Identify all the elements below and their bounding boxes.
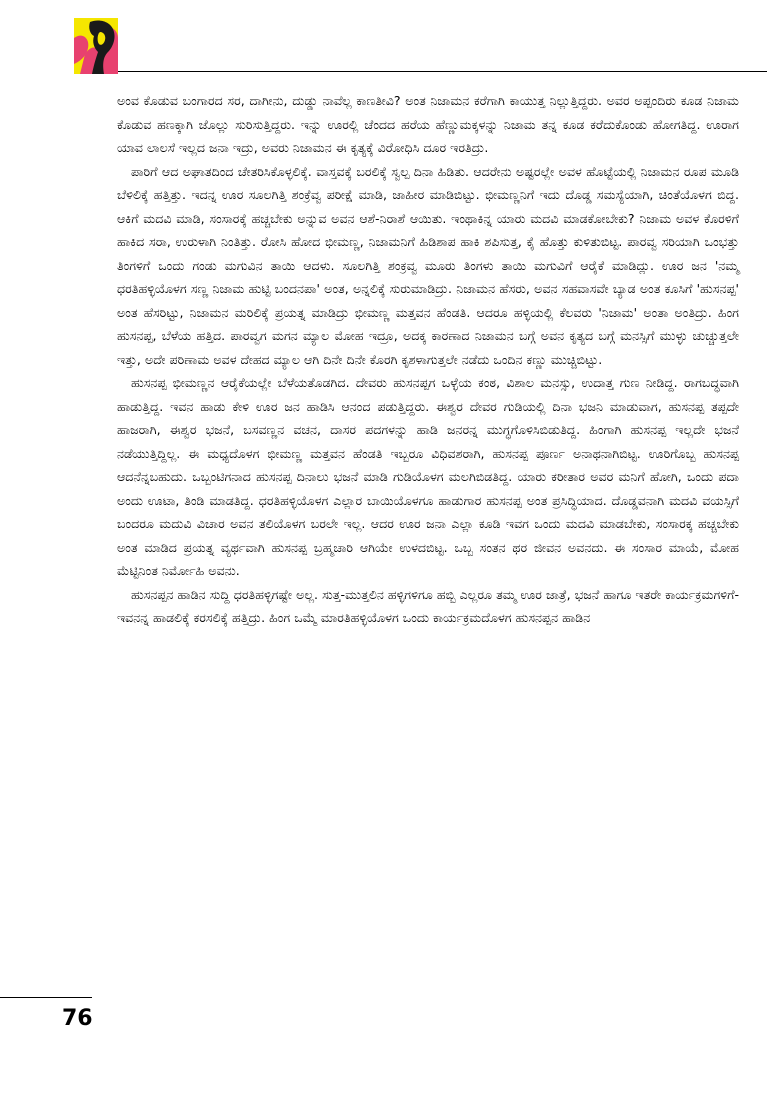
logo-graphic bbox=[74, 18, 118, 74]
paragraph-4: ಹುಸನಪ್ಪನ ಹಾಡಿನ ಸುದ್ದಿ ಧರತಿಹಳ್ಳಿಗಷ್ಟೇ ಅಲ್ಲ. ಸುತ್ತ-ಮುತ್ತಲಿನ ಹಳ್ಳಿಗಳಿಗೂ ಹಬ್ಬಿ ಎಲ್ಲರೂ ತಮ್ಮ ಊರ ಜಾತ್ರೆ, ಭಜನೆ ಹಾಗೂ ಇತರೇ ಕಾರ್ಯಕ್ರಮಗಳಿಗೆ- ಇವನನ್ನ ಹಾಡಲಿಕ್ಕೆ ಕರಸಲಿಕ್ಕೆ ಹತ್ತಿದ್ರು. ಹಿಂಗ ಒಮ್ಮೆ ಮಾರತಿಹಳ್ಳಿಯೊಳಗ ಒಂದು ಕಾರ್ಯಕ್ರಮದೊಳಗ ಹುಸನಪ್ಪನ ಹಾಡಿನ bbox=[117, 586, 739, 625]
paragraph-3: ಹುಸನಪ್ಪ ಭೀಮಣ್ಣನ ಆರೈಕೆಯಲ್ಲೇ ಬೆಳೆಯತೊಡಗಿದ. ದೇವರು ಹುಸನಪ್ಪಗ ಒಳ್ಳೆಯ ಕಂಠ, ವಿಶಾಲ ಮನಸ್ಸು, ಉದಾತ್ತ ಗುಣ ನೀಡಿದ್ದ. ರಾಗಬದ್ಧವಾಗಿ ಹಾಡುತ್ತಿದ್ದ. ಇವನ ಹಾಡು ಕೇಳಿ ಊರ ಜನ ಹಾಡಿಸಿ ಆನಂದ ಪಡುತ್ತಿದ್ದರು. ಈಶ್ವರ ದೇವರ ಗುಡಿಯಲ್ಲಿ ದಿನಾ ಭಜನಿ ಮಾಡುವಾಗ, ಹುಸನಪ್ಪ ತಪ್ಪದೇ ಹಾಜರಾಗಿ, ಈಶ್ವರ ಭಜನೆ, ಬಸವಣ್ಣನ ವಚನ, ದಾಸರ ಪದಗಳನ್ನು ಹಾಡಿ ಜನರನ್ನ ಮುಗ್ಧಗೊಳಿಸಿಬಿಡುತಿದ್ದ. ಹಿಂಗಾಗಿ ಹುಸನಪ್ಪ ಇಲ್ಲದೇ ಭಜನೆ ನಡೆಯುತ್ತಿದ್ದಿಲ್ಲ. ಈ ಮಧ್ಯದೊಳಗ ಭೀಮಣ್ಣ ಮತ್ತವನ ಹೆಂಡತಿ ಇಬ್ಬರೂ ವಿಧಿವಶರಾಗಿ, ಹುಸನಪ್ಪ ಪೂರ್ಣ ಅನಾಥನಾಗಿಬಿಟ್ಟ. ಊರಿಗೊಬ್ಬ ಹುಸನಪ್ಪ ಆದನೆನ್ನಬಹುದು. ಒಬ್ಬಂಟಿಗನಾದ ಹುಸನಪ್ಪ ದಿನಾಲು ಭಜನೆ ಮಾಡಿ ಗುಡಿಯೊಳಗ ಮಲಗಿಬಿಡತಿದ್ದ. ಯಾರು ಕರೀತಾರ ಅವರ ಮನಿಗೆ ಹೋಗಿ, ಒಂದು ಪದಾ ಅಂದು ಊಟಾ, ತಿಂಡಿ ಮಾಡತಿದ್ದ. ಧರತಿಹಳ್ಳಿಯೊಳಗ ಎಲ್ಲಾರ ಬಾಯಿಯೊಳಗೂ ಹಾಡುಗಾರ ಹುಸನಪ್ಪ ಅಂತ ಪ್ರಸಿದ್ಧಿಯಾದ. ದೊಡ್ಡವನಾಗಿ ಮದವಿ ವಯಸ್ಸಿಗೆ ಬಂದರೂ ಮದುವಿ ವಿಚಾರ ಅವನ ತಲಿಯೊಳಗ ಬರಲೇ ಇಲ್ಲ. ಆದರ ಊರ ಜನಾ ಎಲ್ಲಾ ಕೂಡಿ ಇವಗ ಒಂದು ಮದವಿ ಮಾಡಬೇಕು, ಸಂಸಾರಕ್ಕ ಹಚ್ಚಬೇಕು ಅಂತ ಮಾಡಿದ ಪ್ರಯತ್ನ ವ್ಯರ್ಥವಾಗಿ ಹುಸನಪ್ಪ ಬ್ರಹ್ಮಚಾರಿ ಆಗಿಯೇ ಉಳದಬಿಟ್ಟ. ಒಬ್ಬ ಸಂತನ ಥರ ಜೀವನ ಅವನದು. ಈ ಸಂಸಾರ ಮಾಯೆ, ಮೋಹ ಮೆಟ್ಟಿನಿಂತ ನಿರ್ಮೋಹಿ ಅವನು. bbox=[117, 375, 739, 578]
woman-silhouette-logo-icon bbox=[74, 18, 118, 74]
header-rule bbox=[118, 71, 767, 72]
page-number: 76 bbox=[62, 1006, 93, 1031]
paragraph-1: ಅಂವ ಕೊಡುವ ಬಂಗಾರದ ಸರ, ದಾಗೀನು, ದುಡ್ಡು ನಾವೆಲ್ಲ ಕಾಣತೀವಿ? ಅಂತ ನಿಜಾಮನ ಕರೆಗಾಗಿ ಕಾಯುತ್ತ ನಿಲ್ಲುತ್ತಿದ್ದರು. ಅವರ ಅಪ್ಪಂದಿರು ಕೂಡ ನಿಜಾಮ ಕೊಡುವ ಹಣಕ್ಕಾಗಿ ಜೊಲ್ಲು ಸುರಿಸುತ್ತಿದ್ದರು. ಇನ್ನು ಊರಲ್ಲಿ ಚೆಂದದ ಹರೆಯ ಹೆಣ್ಣುಮಕ್ಕಳನ್ನು ನಿಜಾಮ ತನ್ನ ಕೂಡ ಕರೆದುಕೊಂಡು ಹೋಗತಿದ್ದ. ಊರಾಗ ಯಾವ ಲಾಲಸೆ ಇಲ್ಲದ ಜನಾ ಇದ್ರು, ಅವರು ನಿಜಾಮನ ಈ ಕೃತ್ಯಕ್ಕೆ ವಿರೋಧಿಸಿ ದೂರ ಇರತಿದ್ರು. bbox=[117, 93, 739, 155]
paragraph-2: ಪಾರಿಗೆ ಆದ ಅಘಾತದಿಂದ ಚೇತರಿಸಿಕೊಳ್ಳಲಿಕ್ಕೆ. ವಾಸ್ತವಕ್ಕೆ ಬರಲಿಕ್ಕೆ ಸ್ವಲ್ಪ ದಿನಾ ಹಿಡಿತು. ಆದರೇನು ಅಷ್ಟರಲ್ಲೇ ಅವಳ ಹೊಟ್ಟೆಯಲ್ಲಿ ನಿಜಾಮನ ರೂಪ ಮೂಡಿ ಬೆಳಿಲಿಕ್ಕೆ ಹತ್ತಿತ್ತು. ಇದನ್ನ ಊರ ಸೂಲಗಿತ್ತಿ ಶಂಕ್ರೆವ್ವ ಪರೀಕ್ಷೆ ಮಾಡಿ, ಜಾಹೀರ ಮಾಡಿಬಿಟ್ಟು. ಭೀಮಣ್ಣನಿಗೆ ಇದು ದೊಡ್ಡ ಸಮಸ್ಯೆಯಾಗಿ, ಚಿಂತೆಯೊಳಗ ಬಿದ್ದ. ಆಕಿಗೆ ಮದವಿ ಮಾಡಿ, ಸಂಸಾರಕ್ಕೆ ಹಚ್ಚಬೇಕು ಅನ್ನುವ ಅವನ ಆಶೆ-ನಿರಾಶೆ ಆಯಿತು. ಇಂಥಾಕಿನ್ನ ಯಾರು ಮದವಿ ಮಾಡಕೋಬೇಕು? ನಿಜಾಮ ಅವಳ ಕೊರಳಿಗೆ ಹಾಕಿದ ಸರಾ, ಉರುಳಾಗಿ ನಿಂತಿತ್ತು. ರೋಸಿ ಹೋದ ಭೀಮಣ್ಣ, ನಿಜಾಮನಿಗೆ ಹಿಡಿಶಾಪ ಹಾಕಿ ಶಪಿಸುತ್ತ, ಕೈ ಹೊತ್ತು ಕುಳಿತುಬಿಟ್ಟ. ಪಾರವ್ವ ಸರಿಯಾಗಿ ಒಂಭತ್ತು ತಿಂಗಳಿಗೆ ಒಂದು ಗಂಡು ಮಗುವಿನ ತಾಯಿ ಆದಳು. ಸೂಲಗಿತ್ತಿ ಶಂಕ್ರವ್ವ ಮೂರು ತಿಂಗಳು ತಾಯಿ ಮಗುವಿಗೆ ಆರೈಕೆ ಮಾಡಿದ್ಲು. ಊರ ಜನ 'ನಮ್ಮ ಧರತಿಹಳ್ಳಿಯೊಳಗ ಸಣ್ಣ ನಿಜಾಮ ಹುಟ್ಟಿ ಬಂದನಪಾ' ಅಂತ, ಅನ್ನಲಿಕ್ಕೆ ಸುರುಮಾಡಿದ್ರು. ನಿಜಾಮನ ಹೆಸರು, ಅವನ ಸಹವಾಸವೇ ಬ್ಯಾಡ ಅಂತ ಕೂಸಿಗೆ 'ಹುಸನಪ್ಪ' ಅಂತ ಹೆಸರಿಟ್ಟು, ನಿಜಾಮನ ಮರಿಲಿಕ್ಕೆ ಪ್ರಯತ್ನ ಮಾಡಿದ್ರು ಭೀಮಣ್ಣ ಮತ್ತವನ ಹೆಂಡತಿ. ಆದರೂ ಹಳ್ಳಿಯಲ್ಲಿ ಕೆಲವರು 'ನಿಜಾಮ' ಅಂತಾ ಅಂತಿದ್ರು. ಹಿಂಗ ಹುಸನಪ್ಪ, ಬೆಳೆಯ ಹತ್ತಿದ. ಪಾರವ್ವಗ ಮಗನ ಮ್ಯಾಲ ಮೋಹ ಇದ್ರೂ, ಅದಕ್ಕ ಕಾರಣಾದ ನಿಜಾಮನ ಬಗ್ಗೆ ಅವನ ಕೃತ್ಯದ ಬಗ್ಗೆ ಮನಸ್ಸಿಗೆ ಮುಳ್ಳು ಚುಚ್ಚುತ್ತಲೇ ಇತ್ತು, ಅದೇ ಪರಿಣಾಮ ಅವಳ ದೇಹದ ಮ್ಯಾಲ ಆಗಿ ದಿನೇ ದಿನೇ ಕೊರಗಿ ಕೃಶಳಾಗುತ್ತಲೇ ನಡೆದು ಒಂದಿನ ಕಣ್ಣು ಮುಚ್ಚಿಬಿಟ್ಟು. bbox=[117, 163, 739, 367]
footer-rule bbox=[0, 997, 92, 998]
page-body-text bbox=[117, 89, 739, 630]
